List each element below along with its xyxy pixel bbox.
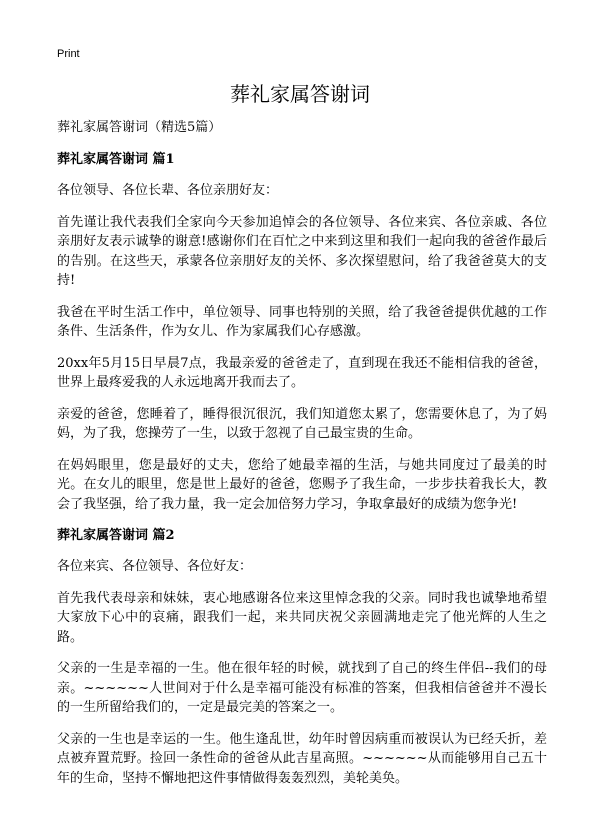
paragraph: 父亲的一生也是幸运的一生。他生逢乱世，幼年时曾因病重而被误认为已经夭折，差点被弃置荒野。捡回一条性命的爸爸从此吉星高照。~~~~~~从而能够用自己五十年的生命，坚持不懈地把这件事情做得轰轰烈烈，美轮美奂。 xyxy=(57,731,547,786)
paragraph: 我爸在平时生活工作中，单位领导、同事也特别的关照，给了我爸爸提供优越的工作条件、生活条件，作为女儿、作为家属我们心存感激。 xyxy=(57,304,547,339)
document-title: 葬礼家属答谢词 xyxy=(230,82,370,106)
document-body xyxy=(57,118,547,800)
paragraph: 20xx年5月15日早晨7点，我最亲爱的爸爸走了，直到现在我还不能相信我的爸爸，世界上最疼爱我的人永远地离开我而去了。 xyxy=(57,355,547,390)
section-2 xyxy=(57,526,547,788)
section-heading: 葬礼家属答谢词 篇2 xyxy=(57,528,175,543)
section-1 xyxy=(57,150,547,514)
paragraph: 首先我代表母亲和妹妹，衷心地感谢各位来这里悼念我的父亲。同时我也诚挚地希望大家放下心中的哀痛，跟我们一起，来共同庆祝父亲圆满地走完了他光辉的人生之路。 xyxy=(57,590,547,645)
paragraph: 首先谨让我代表我们全家向今天参加追悼会的各位领导、各位来宾、各位亲戚、各位亲朋好友表示诚挚的谢意!感谢你们在百忙之中来到这里和我们一起向我的爸爸作最后的告别。在这些天，承蒙各位亲朋好友的关怀、多次探望慰问，给了我爸爸莫大的支持! xyxy=(57,214,547,288)
section-heading: 葬礼家属答谢词 篇1 xyxy=(57,152,175,167)
paragraph: 父亲的一生是幸福的一生。他在很年轻的时候，就找到了自己的终生伴侣--我们的母亲。~~~~~~人世间对于什么是幸福可能没有标准的答案，但我相信爸爸并不漫长的一生所留给我们的，一定是最完美的答案之一。 xyxy=(57,661,547,715)
print-link[interactable]: Print xyxy=(57,48,80,60)
paragraph: 亲爱的爸爸，您睡着了，睡得很沉很沉，我们知道您太累了，您需要休息了，为了妈妈，为了我，您操劳了一生，以致于忽视了自己最宝贵的生命。 xyxy=(57,406,547,441)
paragraph: 各位领导、各位长辈、各位亲朋好友： xyxy=(57,183,279,198)
document-subtitle: 葬礼家属答谢词（精选5篇） xyxy=(57,120,222,135)
paragraph: 在妈妈眼里，您是最好的丈夫，您给了她最幸福的生活，与她共同度过了最美的时光。在女儿的眼里，您是世上最好的爸爸，您赐予了我生命，一步步扶着我长大，教会了我坚强，给了我力量，我一定会加倍努力学习，争取拿最好的成绩为您争光! xyxy=(57,457,547,512)
paragraph: 各位来宾、各位领导、各位好友： xyxy=(57,559,253,574)
